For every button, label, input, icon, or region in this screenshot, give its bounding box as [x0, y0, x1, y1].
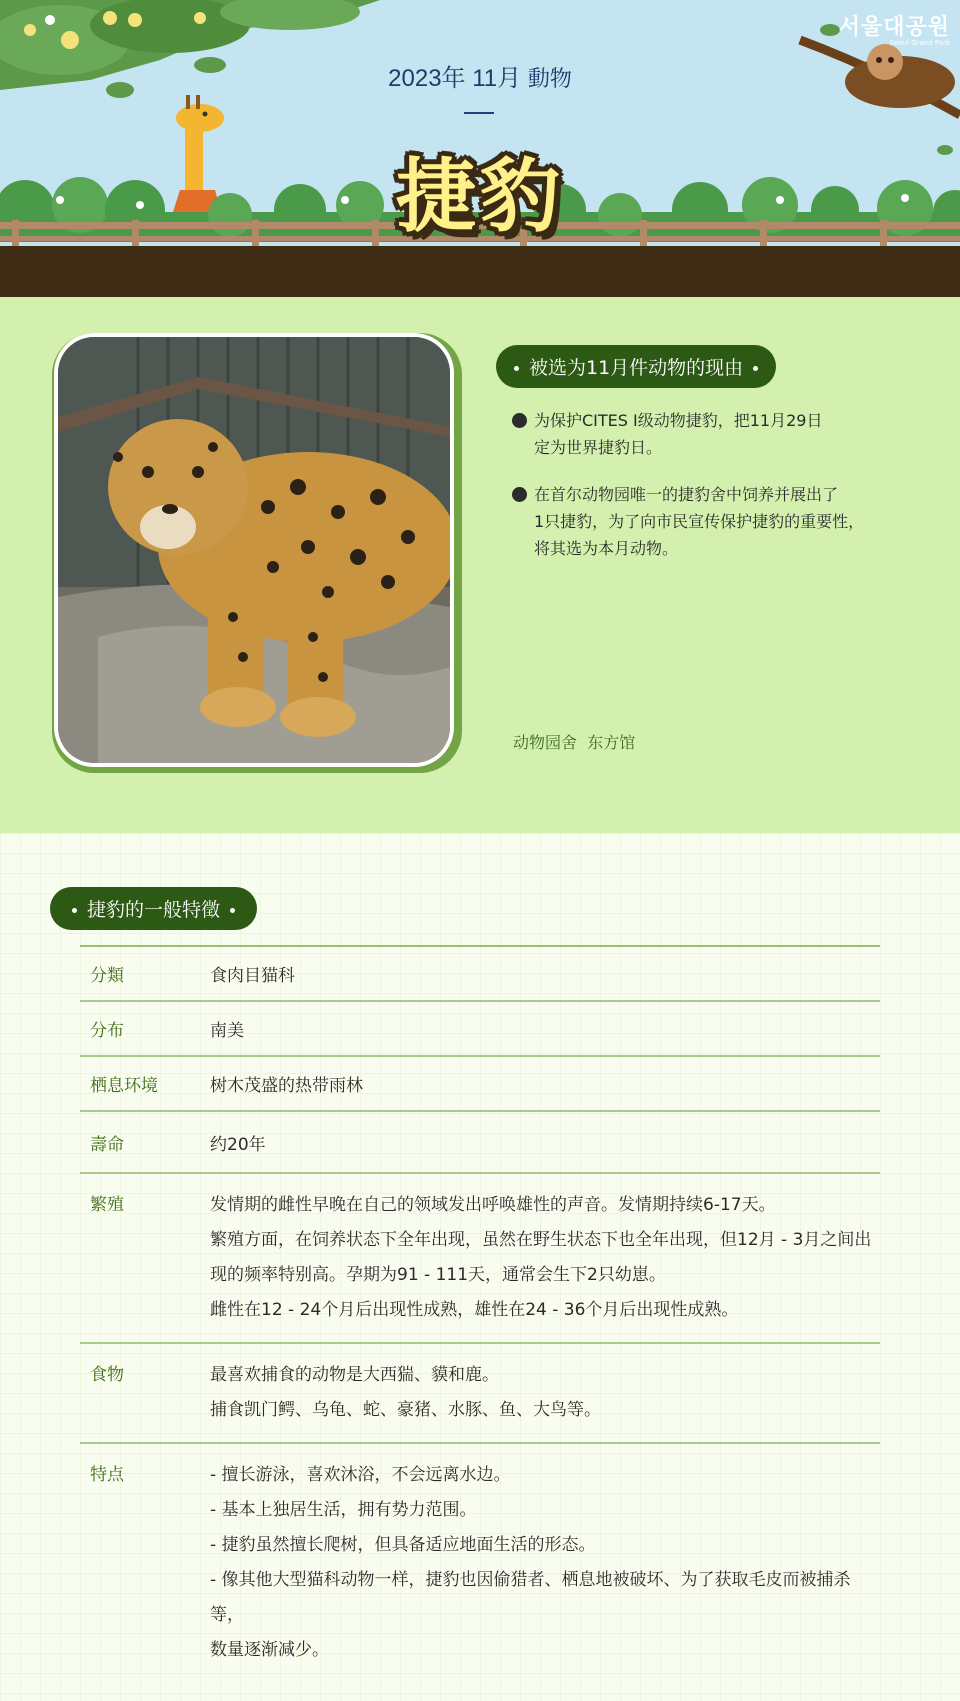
- row-line: 现的频率特别高。孕期为91 - 111天，通常会生下2只幼崽。: [210, 1265, 666, 1285]
- animal-title: 捷豹: [396, 150, 564, 243]
- table-row: [80, 1002, 880, 1057]
- intro-section: [0, 297, 960, 833]
- bullet-icon: [512, 413, 527, 428]
- row-key: 壽命: [90, 1134, 124, 1155]
- location-label: 动物园舍: [513, 733, 578, 752]
- row-value: 南美: [210, 1021, 244, 1041]
- row-line: 数量逐渐减少。: [210, 1640, 329, 1660]
- table-row: [80, 1174, 880, 1344]
- row-key: 分布: [90, 1021, 124, 1041]
- row-key: 栖息环境: [90, 1076, 158, 1096]
- dot-icon: [514, 366, 519, 371]
- location-value: 东方馆: [587, 733, 636, 752]
- jaguar-image: [58, 337, 450, 763]
- dot-icon: [753, 366, 758, 371]
- row-line: 发情期的雌性早晚在自己的领域发出呼唤雄性的声音。发情期持续6-17天。: [210, 1195, 776, 1215]
- category-label: 動物: [527, 66, 572, 91]
- row-value: 食肉目猫科: [210, 966, 295, 986]
- row-line: - 像其他大型猫科动物一样，捷豹也因偷猎者、栖息地被破坏、为了获取毛皮而被捕杀等，: [210, 1570, 851, 1625]
- row-value: [210, 1188, 880, 1328]
- row-key: 食物: [90, 1365, 124, 1385]
- logo-korean: 서울대공원: [838, 15, 950, 40]
- row-line: 雌性在12 - 24个月后出现性成熟，雄性在24 - 36个月后出现性成熟。: [210, 1300, 739, 1320]
- table-row: [80, 1112, 880, 1174]
- table-row: [80, 1344, 880, 1444]
- row-key: 特点: [90, 1465, 124, 1485]
- reason-text: 为保护CITES I级动物捷豹，把11月29日 定为世界捷豹日。: [534, 411, 823, 457]
- row-line: - 基本上独居生活，拥有势力范围。: [210, 1500, 477, 1520]
- jaguar-photo: [54, 333, 454, 767]
- reason-heading: 被选为11月件动物的现由: [529, 357, 744, 379]
- reason-item: [512, 481, 932, 562]
- reasons-list: [512, 407, 932, 582]
- month-title: [0, 58, 960, 93]
- bullet-icon: [512, 487, 527, 502]
- table-row: [80, 1057, 880, 1112]
- header-banner: [0, 0, 960, 297]
- row-line: 捕食凯门鳄、乌龟、蛇、豪猪、水豚、鱼、大鸟等。: [210, 1400, 601, 1420]
- table-row: [80, 1444, 880, 1682]
- general-heading: 捷豹的一般特徵: [87, 899, 221, 921]
- characteristics-table: [80, 945, 880, 1682]
- location-info: [513, 730, 635, 753]
- reason-heading-pill: [496, 345, 776, 388]
- row-line: - 擅长游泳，喜欢沐浴，不会远离水边。: [210, 1465, 511, 1485]
- reason-item: [512, 407, 932, 461]
- table-row: [80, 947, 880, 1002]
- ground-strip: [0, 246, 960, 297]
- logo-english: Seoul Grand Park: [889, 39, 950, 47]
- row-line: 最喜欢捕食的动物是大西猯、貘和鹿。: [210, 1365, 499, 1385]
- month-label: 2023年 11月: [388, 65, 522, 92]
- park-logo: [839, 10, 950, 47]
- row-key: 繁殖: [90, 1195, 124, 1215]
- general-characteristics-section: [0, 833, 960, 1701]
- row-line: - 捷豹虽然擅长爬树，但具备适应地面生活的形态。: [210, 1535, 596, 1555]
- title-divider: [464, 112, 494, 114]
- row-line: 繁殖方面，在饲养状态下全年出现，虽然在野生状态下也全年出现，但12月 - 3月之间出: [210, 1230, 872, 1250]
- general-heading-pill: [50, 887, 257, 930]
- row-value: 树木茂盛的热带雨林: [210, 1076, 363, 1096]
- reason-text: 在首尔动物园唯一的捷豹舍中饲养并展出了 1只捷豹，为了向市民宣传保护捷豹的重要性， 将其选为本月动物。: [534, 485, 865, 558]
- row-value: [210, 1458, 880, 1668]
- row-value: [210, 1358, 880, 1428]
- dot-icon: [230, 908, 235, 913]
- row-key: 分類: [90, 966, 124, 986]
- row-value: 约20年: [210, 1134, 266, 1155]
- dot-icon: [72, 908, 77, 913]
